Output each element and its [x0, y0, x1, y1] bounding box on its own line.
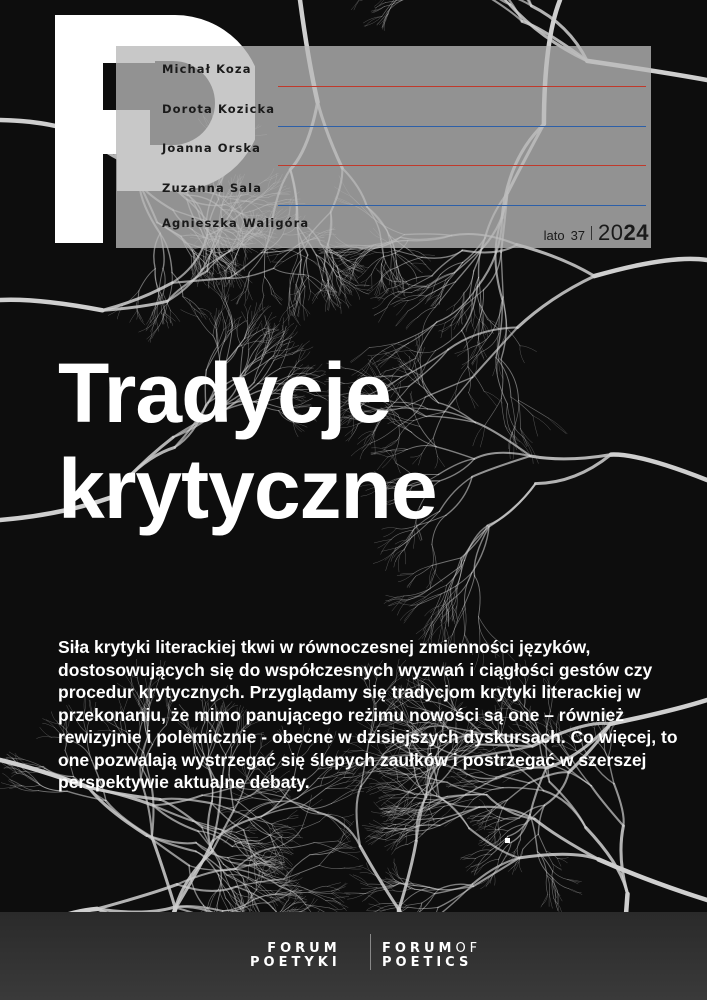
issue-description: Siła krytyki literackiej tkwi w równoczesnej zmienności języków, dostosowujących się do współczesnych wyzwań i ciągłości gestów czy procedur krytycznych. Przyglądamy się tradycjom krytyki literackiej w przekonaniu, że mimo panującego reżimu nowości są one – również rewizyjnie i polemicznie - obecne w dzisiejszych dyskursach. Co więcej, to one pozwalają wystrzegać się ślepych zaułków i postrzegać w szerszej perspektywie aktualne debaty.	[58, 637, 678, 792]
footer-bar	[0, 912, 707, 1000]
brand-line: FORUM	[382, 941, 456, 956]
author-name: Dorota Kozicka	[162, 102, 276, 116]
divider-line	[278, 86, 646, 87]
brand-forum-poetyki	[250, 942, 341, 970]
issue-number: 37	[570, 228, 586, 243]
author-name: Zuzanna Sala	[162, 181, 263, 195]
author-name: Joanna Orska	[162, 141, 261, 155]
title-line-1: Tradycje	[58, 346, 391, 440]
decorative-dot	[505, 838, 510, 843]
issue-info	[544, 220, 649, 246]
brand-forum-of-poetics	[382, 942, 481, 970]
issue-year	[598, 220, 649, 246]
cover-title	[58, 345, 437, 537]
author-name: Agnieszka Waligóra	[162, 216, 310, 230]
brand-of: OF	[455, 941, 482, 956]
divider-line	[278, 165, 646, 166]
brand-line: POETYKI	[250, 955, 341, 970]
divider-line	[278, 205, 646, 206]
issue-year-suffix: 24	[623, 220, 649, 245]
issue-season: lato	[543, 228, 565, 243]
issue-separator	[591, 226, 592, 240]
brand-line: FORUM	[267, 941, 341, 956]
divider-line	[278, 126, 646, 127]
issue-year-prefix: 20	[598, 220, 624, 245]
brand-line: POETICS	[382, 955, 473, 970]
author-name: Michał Koza	[162, 62, 252, 76]
title-line-2: krytyczne	[58, 442, 437, 536]
brand-divider	[370, 934, 371, 970]
